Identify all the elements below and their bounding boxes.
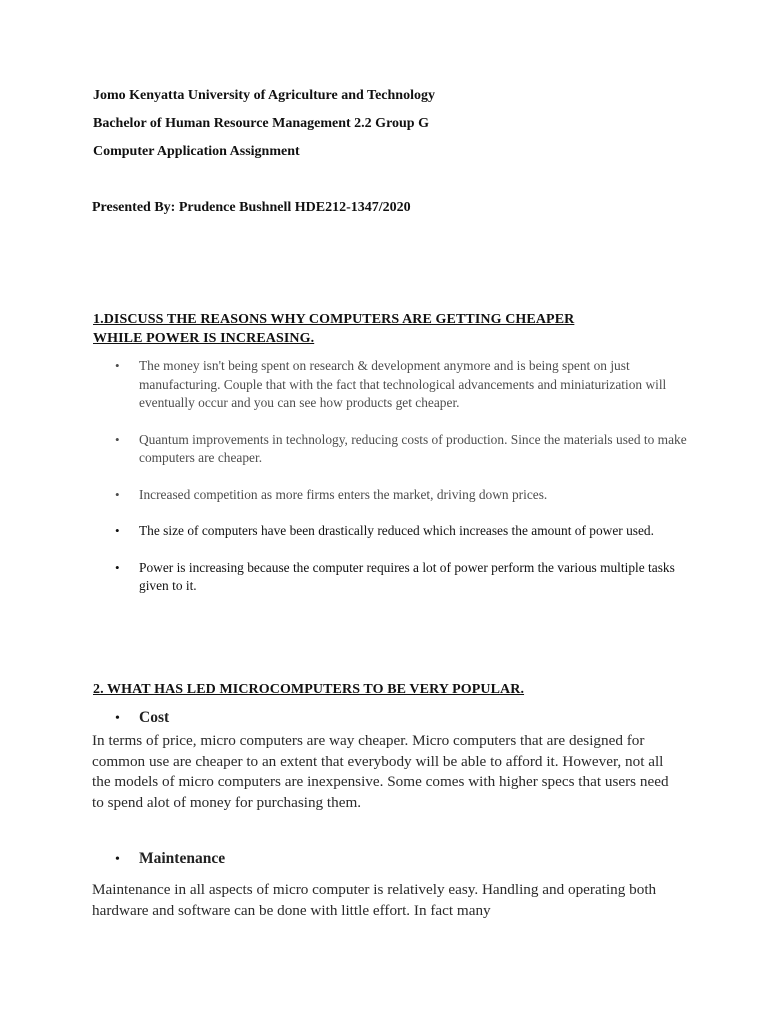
- question2-title: 2. WHAT HAS LED MICROCOMPUTERS TO BE VERY POPULAR.: [93, 682, 525, 697]
- cost-heading: Cost: [139, 709, 170, 726]
- question1-bullet: • The money isn't being spent on research & development anymore and is being spent on just manufacturing. Couple that with the fact that technological advancements and miniaturization will eventually occur and you can see how products get cheaper.: [93, 357, 693, 413]
- question1-bullet: • Power is increasing because the computer requires a lot of power perform the various multiple tasks given to it.: [93, 559, 693, 596]
- bullet-icon: •: [115, 711, 120, 726]
- bullet-icon: •: [115, 852, 120, 867]
- assignment-title: Computer Application Assignment: [93, 144, 300, 159]
- presenter-line: Presented By: Prudence Bushnell HDE212-1347/2020: [92, 200, 411, 215]
- question1-bullet: • Quantum improvements in technology, reducing costs of production. Since the materials used to make computers are cheaper.: [93, 431, 693, 468]
- cost-paragraph: In terms of price, micro computers are way cheaper. Micro computers that are designed for common use are cheaper to an extent that everybody will be able to afford it. However, not all the models of micro computers are inexpensive. Some comes with higher specs that users need to spend alot of money for purchasing them.: [92, 732, 669, 811]
- question1-bullet: • The size of computers have been drastically reduced which increases the amount of power used.: [93, 522, 693, 541]
- question1-title-line1: 1.DISCUSS THE REASONS WHY COMPUTERS ARE GETTING CHEAPER: [93, 312, 575, 327]
- maintenance-paragraph: Maintenance in all aspects of micro computer is relatively easy. Handling and operating both hardware and software can be done with little effort. In fact many: [92, 881, 657, 919]
- program-name: Bachelor of Human Resource Management 2.2 Group G: [93, 116, 429, 131]
- university-name: Jomo Kenyatta University of Agriculture and Technology: [93, 88, 435, 103]
- maintenance-heading: Maintenance: [139, 850, 226, 867]
- question1-title-line2: WHILE POWER IS INCREASING.: [93, 331, 315, 346]
- question1-bullet-list: [93, 357, 693, 596]
- question1-bullet: • Increased competition as more firms enters the market, driving down prices.: [93, 486, 693, 505]
